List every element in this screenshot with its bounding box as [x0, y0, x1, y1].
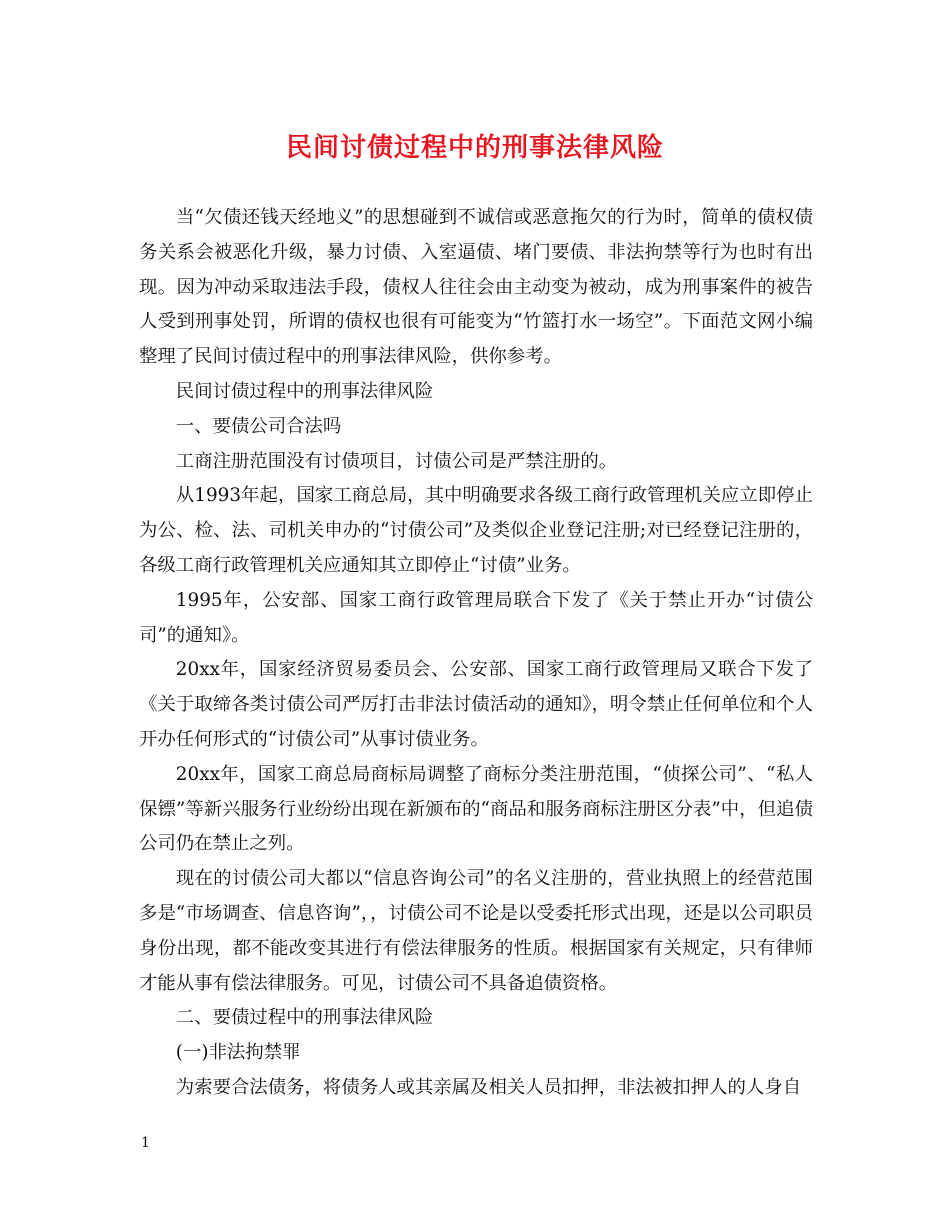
paragraph-registration: 工商注册范围没有讨债项目，讨债公司是严禁注册的。 [175, 450, 618, 472]
document-title: 民间讨债过程中的刑事法律风险 [285, 133, 664, 163]
paragraph-illegal-detention: 为索要合法债务，将债务人或其亲属及相关人员扣押，非法被扣押人的人身自 [175, 1076, 802, 1098]
paragraph-20xx-trademark: 20xx年，国家工商总局商标局调整了商标分类注册范围，“侦探公司”、“私人保镖”等新兴服务行业纷纷出现在新颁布的“商品和服务商标注册区分表”中，但追债公司仍在禁止之列。 [139, 763, 813, 855]
paragraph-20xx-notice: 20xx年，国家经济贸易委员会、公安部、国家工商行政管理局又联合下发了《关于取缔各类讨债公司严厉打击非法讨债活动的通知》，明令禁止任何单位和个人开办任何形式的“讨债公司”从事讨债业务。 [139, 659, 813, 750]
paragraph-current-status: 现在的讨债公司大都以“信息咨询公司”的名义注册的，营业执照上的经营范围多是“市场调查、信息咨询”，，讨债公司不论是以受委托形式出现，还是以公司职员身份出现，都不能改变其进行有偿法律服务的性质。根据国家有关规定，只有律师才能从事有偿法律服务。可见，讨债公司不具备追债资格。 [139, 868, 813, 994]
paragraph-heading-repeat: 民间讨债过程中的刑事法律风险 [175, 380, 434, 402]
document-body [139, 201, 813, 1106]
paragraph-intro: 当“欠债还钱天经地义”的思想碰到不诚信或恶意拖欠的行为时，简单的债权债务关系会被恶化升级，暴力讨债、入室逼债、堵门要债、非法拘禁等行为也时有出现。因为冲动采取违法手段，债权人往往会由主动变为被动，成为刑事案件的被告人受到刑事处罚，所谓的债权也很有可能变为“竹篮打水一场空”。下面范文网小编整理了民间讨债过程中的刑事法律风险，供你参考。 [139, 207, 813, 368]
section-heading-1: 一、要债公司合法吗 [175, 415, 342, 437]
page-number: 1 [141, 1135, 150, 1151]
paragraph-1993: 从1993年起，国家工商总局，其中明确要求各级工商行政管理机关应立即停止为公、检、法、司机关申办的“讨债公司”及类似企业登记注册;对已经登记注册的，各级工商行政管理机关应通知其立即停止“讨债”业务。 [139, 485, 813, 576]
subsection-heading-1: (一)非法拘禁罪 [175, 1042, 301, 1064]
paragraph-1995: 1995年，公安部、国家工商行政管理局联合下发了《关于禁止开办“讨债公司”的通知》。 [139, 589, 813, 646]
section-heading-2: 二、要债过程中的刑事法律风险 [175, 1007, 434, 1029]
